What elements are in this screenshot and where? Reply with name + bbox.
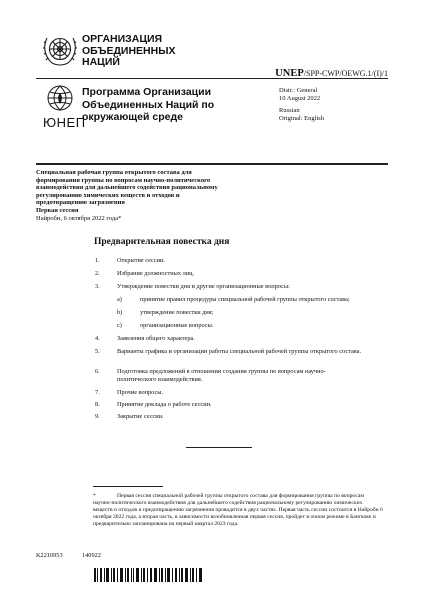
footnote-mark: * bbox=[93, 493, 96, 499]
agenda-item-number: 8. bbox=[95, 401, 100, 408]
agenda-item-number: 7. bbox=[95, 389, 100, 396]
unep-logo-icon bbox=[46, 84, 74, 112]
agenda-subitem-text: принятие правил процедуры специальной рабочей группы открытого состава; bbox=[140, 296, 350, 303]
agenda-subitem-text: утверждение повестки дня; bbox=[140, 309, 214, 316]
unep-name-line: Объединенных Наций по bbox=[82, 98, 215, 111]
meeting-title-line: формирования группы по вопросам научно-политического bbox=[36, 176, 211, 184]
agenda-subitem-letter: b) bbox=[117, 309, 123, 316]
agenda-item-number: 6. bbox=[95, 368, 100, 375]
document-date-code: 140922 bbox=[82, 552, 101, 559]
meeting-title-line: Специальная рабочая группа открытого состава для bbox=[36, 169, 192, 176]
agenda-subitem-letter: a) bbox=[117, 296, 122, 303]
agenda-item-text: Открытие сессии. bbox=[117, 257, 165, 264]
language-block bbox=[279, 107, 324, 123]
session-label: Первая сессия bbox=[36, 206, 79, 214]
meeting-block bbox=[36, 169, 286, 222]
org-name-line: ОРГАНИЗАЦИЯ bbox=[82, 33, 163, 45]
agenda-item-number: 1. bbox=[95, 257, 100, 264]
barcode-icon bbox=[94, 568, 202, 582]
issue-date: 10 August 2022 bbox=[279, 95, 321, 102]
document-symbol bbox=[275, 68, 388, 79]
org-name bbox=[82, 34, 176, 69]
agenda-item-text: Варианты графика и организации работы специальной рабочей группы открытого состава. bbox=[117, 348, 362, 355]
section-separator bbox=[186, 447, 252, 448]
original-language: Original: English bbox=[279, 115, 324, 122]
agenda-item-number: 9. bbox=[95, 413, 100, 420]
symbol-rest: /SPP-CWP/OEWG.1/(I)/1 bbox=[303, 69, 388, 78]
distribution: Distr.: General bbox=[279, 87, 318, 94]
agenda-item-number: 4. bbox=[95, 335, 100, 342]
agenda-item-number: 2. bbox=[95, 270, 100, 277]
footnote bbox=[93, 493, 383, 528]
meeting-place-date: Найроби, 6 октября 2022 года* bbox=[36, 214, 122, 222]
agenda-item-number: 3. bbox=[95, 283, 100, 290]
unep-logo-text: ЮНЕП bbox=[43, 115, 86, 130]
footnote-rule bbox=[93, 486, 163, 487]
footnote-text: Первая сессия специальной рабочей группы открытого состава для формирования группы по вопросам научно-политического взаимодействия для дальнейшего содействия рациональному регулированию химических веществ и отходов и предотвращению загрязнения проводится в двух частях. Первая часть сессии состоится в Найроби 6 октября 2022 года, а вторая часть, в зависимости возобновленная первая сессия, пройдет в очном режиме в Бангкоке и предварительно запланирована на первый квартал 2023 года. bbox=[93, 493, 383, 527]
language: Russian bbox=[279, 107, 300, 114]
agenda-item-text: Прочие вопросы. bbox=[117, 389, 164, 396]
agenda-item-text: Закрытие сессии. bbox=[117, 413, 164, 420]
agenda-item-text: Подготовка предложений в отношении создания группы по вопросам научно-политического взаимодействия. bbox=[117, 368, 326, 383]
document-number: K2210953 bbox=[36, 552, 63, 559]
agenda-item-text: Заявления общего характера. bbox=[117, 335, 195, 342]
unep-name-line: окружающей среде bbox=[82, 111, 183, 123]
agenda-item-text: Избрание должностных лиц. bbox=[117, 270, 195, 277]
meeting-title-line: взаимодействия для дальнейшего содействия рациональному bbox=[36, 184, 218, 192]
agenda-title: Предварительная повестка дня bbox=[94, 237, 230, 247]
agenda-item-number: 5. bbox=[95, 348, 100, 355]
unep-name bbox=[82, 86, 214, 124]
org-name-line: НАЦИЙ bbox=[82, 56, 120, 68]
agenda-item-text: Утверждение повестки дня и другие организационные вопросы: bbox=[117, 283, 290, 290]
meeting-title-line: регулированию химических веществ и отходов и bbox=[36, 191, 180, 199]
header-rule-bottom bbox=[36, 163, 388, 165]
agenda-subitem-letter: c) bbox=[117, 322, 122, 329]
un-emblem-icon bbox=[40, 30, 80, 70]
meeting-title-line: предотвращению загрязнения bbox=[36, 199, 125, 207]
symbol-prefix: UNEP bbox=[275, 68, 304, 79]
distribution-block bbox=[279, 87, 320, 103]
agenda-subitem-text: организационные вопросы. bbox=[140, 322, 214, 329]
agenda-item-text: Принятие доклада о работе сессии. bbox=[117, 401, 212, 408]
org-name-line: ОБЪЕДИНЕННЫХ bbox=[82, 44, 176, 57]
unep-name-line: Программа Организации bbox=[82, 86, 212, 98]
